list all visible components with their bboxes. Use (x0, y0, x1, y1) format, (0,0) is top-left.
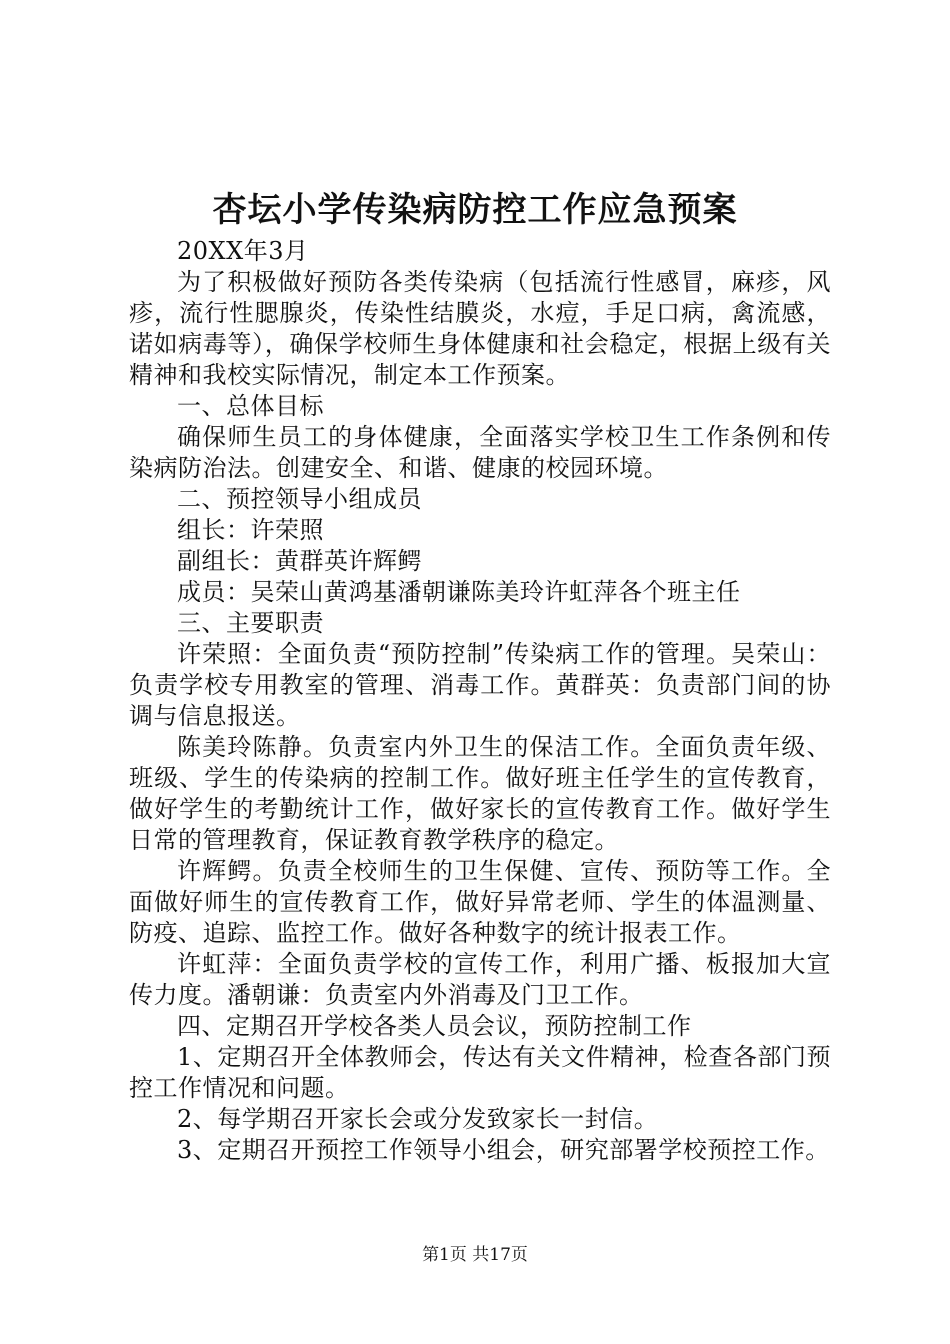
leader-line: 组长：许荣照 (177, 516, 324, 544)
date-line: 20XX年3月 (177, 237, 309, 265)
meeting-item-2: 2、每学期召开家长会或分发致家长一封信。 (177, 1105, 659, 1133)
section-heading-2: 二、预控领导小组成员 (177, 485, 422, 513)
deputy-leader-line: 副组长：黄群英许辉鳄 (177, 547, 422, 575)
goal-paragraph: 确保师生员工的身体健康，全面落实学校卫生工作条例和传染病防治法。创建安全、和谐、健康的校园环境。 (129, 423, 831, 482)
page-number: 第1页 共17页 (422, 1245, 528, 1265)
meeting-item-1: 1、定期召开全体教师会，传达有关文件精神，检查各部门预控工作情况和问题。 (129, 1043, 831, 1102)
section-heading-4: 四、定期召开学校各类人员会议，预防控制工作 (177, 1012, 692, 1040)
duties-paragraph-3: 许辉鳄。负责全校师生的卫生保健、宣传、预防等工作。全面做好师生的宣传教育工作，做好异常老师、学生的体温测量、防疫、追踪、监控工作。做好各种数字的统计报表工作。 (129, 857, 831, 947)
duties-paragraph-1: 许荣照：全面负责“预防控制”传染病工作的管理。吴荣山：负责学校专用教室的管理、消毒工作。黄群英：负责部门间的协调与信息报送。 (129, 640, 831, 730)
intro-paragraph: 为了积极做好预防各类传染病（包括流行性感冒，麻疹，风疹，流行性腮腺炎，传染性结膜炎，水痘，手足口病，禽流感，诺如病毒等），确保学校师生身体健康和社会稳定，根据上级有关精神和我校实际情况，制定本工作预案。 (129, 268, 831, 389)
duties-paragraph-4: 许虹萍：全面负责学校的宣传工作，利用广播、板报加大宣传力度。潘朝谦：负责室内外消毒及门卫工作。 (129, 950, 831, 1009)
section-heading-1: 一、总体目标 (177, 392, 324, 420)
document-body (129, 236, 831, 1166)
meeting-item-3: 3、定期召开预控工作领导小组会，研究部署学校预控工作。 (177, 1136, 830, 1164)
document-title: 杏坛小学传染病防控工作应急预案 (212, 190, 738, 230)
members-line: 成员：吴荣山黄鸿基潘朝谦陈美玲许虹萍各个班主任 (177, 578, 741, 606)
section-heading-3: 三、主要职责 (177, 609, 324, 637)
duties-paragraph-2: 陈美玲陈静。负责室内外卫生的保洁工作。全面负责年级、班级、学生的传染病的控制工作。做好班主任学生的宣传教育，做好学生的考勤统计工作，做好家长的宣传教育工作。做好学生日常的管理教育，保证教育教学秩序的稳定。 (129, 733, 831, 854)
